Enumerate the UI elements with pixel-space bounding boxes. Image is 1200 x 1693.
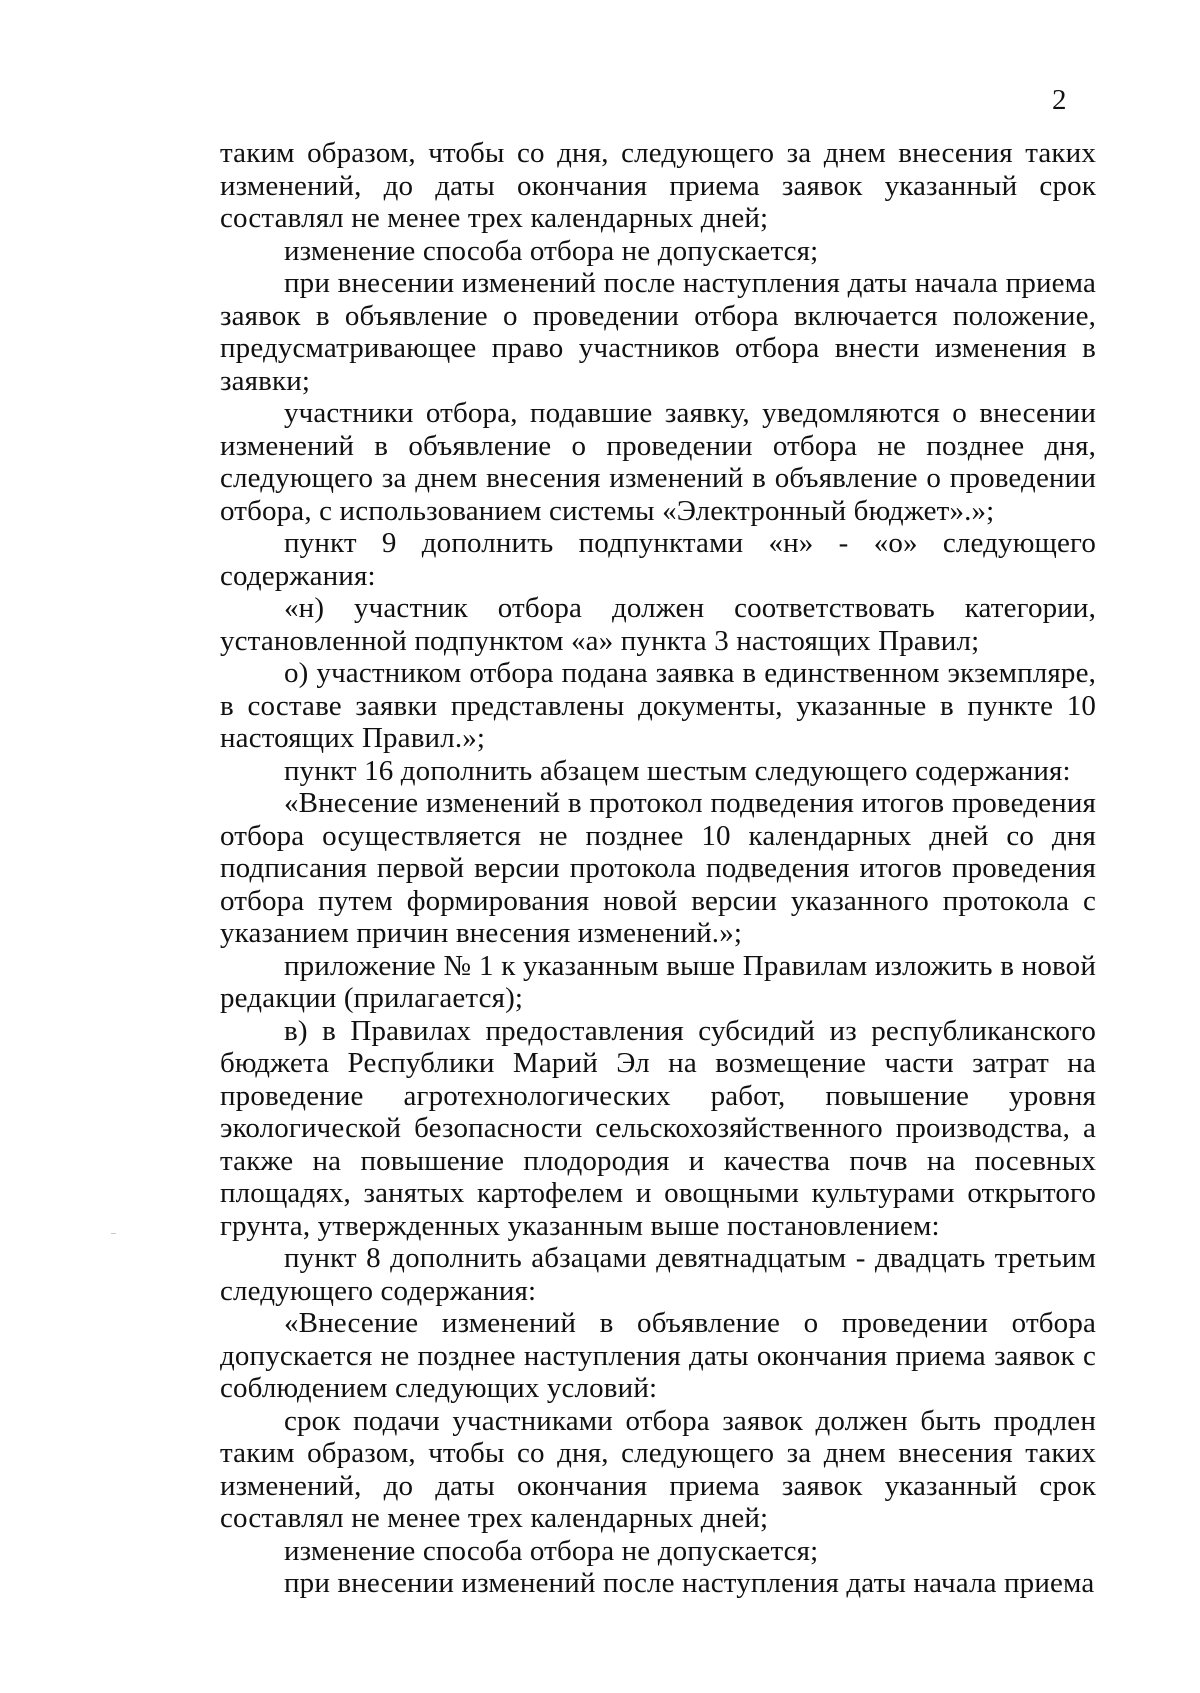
paragraph-11: в) в Правилах предоставления субсидий из республиканского бюджета Республики Марий Эл на возмещение части затрат на проведение агротехнологических работ, повышение уровня экологической безопасности сельскохозяйственного производства, а также на повышение плодородия и качества почв на посевных площадях, занятых картофелем и овощными культурами открытого грунта, утвержденных указанным выше постановлением: <box>220 1014 1096 1242</box>
paragraph-9: «Внесение изменений в протокол подведения итогов проведения отбора осуществляется не позднее 10 календарных дней со дня подписания первой версии протокола подведения итогов проведения отбора путем формирования новой версии указанного протокола с указанием причин внесения изменений.»; <box>220 787 1096 949</box>
paragraph-14: срок подачи участниками отбора заявок должен быть продлен таким образом, чтобы со дня, следующего за днем внесения таких изменений, до даты окончания приема заявок указанный срок составлял не менее трех календарных дней; <box>220 1404 1096 1534</box>
paragraph-15: изменение способа отбора не допускается; <box>284 1534 819 1567</box>
scan-artifact <box>111 1233 116 1234</box>
paragraph-8: пункт 16 дополнить абзацем шестым следующего содержания: <box>284 754 1071 787</box>
paragraph-1: таким образом, чтобы со дня, следующего за днем внесения таких изменений, до даты окончания приема заявок указанный срок составлял не менее трех календарных дней; <box>220 137 1096 234</box>
paragraph-16: при внесении изменений после наступления даты начала приема <box>284 1567 1095 1599</box>
paragraph-5: пункт 9 дополнить подпунктами «н» - «о» следующего содержания: <box>220 527 1096 592</box>
paragraph-12: пункт 8 дополнить абзацами девятнадцатым - двадцать третьим следующего содержания: <box>220 1242 1096 1307</box>
page-number: 2 <box>1052 84 1067 116</box>
paragraph-13: «Внесение изменений в объявление о проведении отбора допускается не позднее наступления даты окончания приема заявок с соблюдением следующих условий: <box>220 1307 1096 1404</box>
paragraph-7: о) участником отбора подана заявка в единственном экземпляре, в составе заявки представлены документы, указанные в пункте 10 настоящих Правил.»; <box>220 657 1096 754</box>
paragraph-6: «н) участник отбора должен соответствовать категории, установленной подпунктом «а» пункта 3 настоящих Правил; <box>220 592 1096 657</box>
paragraph-2: изменение способа отбора не допускается; <box>284 234 819 267</box>
paragraph-10: приложение № 1 к указанным выше Правилам изложить в новой редакции (прилагается); <box>220 949 1096 1014</box>
paragraph-4: участники отбора, подавшие заявку, уведомляются о внесении изменений в объявление о проведении отбора не позднее дня, следующего за днем внесения изменений в объявление о проведении отбора, с использованием системы «Электронный бюджет».»; <box>220 397 1096 527</box>
document-body <box>220 137 1096 1600</box>
paragraph-3: при внесении изменений после наступления даты начала приема заявок в объявление о проведении отбора включается положение, предусматривающее право участников отбора внести изменения в заявки; <box>220 267 1096 397</box>
